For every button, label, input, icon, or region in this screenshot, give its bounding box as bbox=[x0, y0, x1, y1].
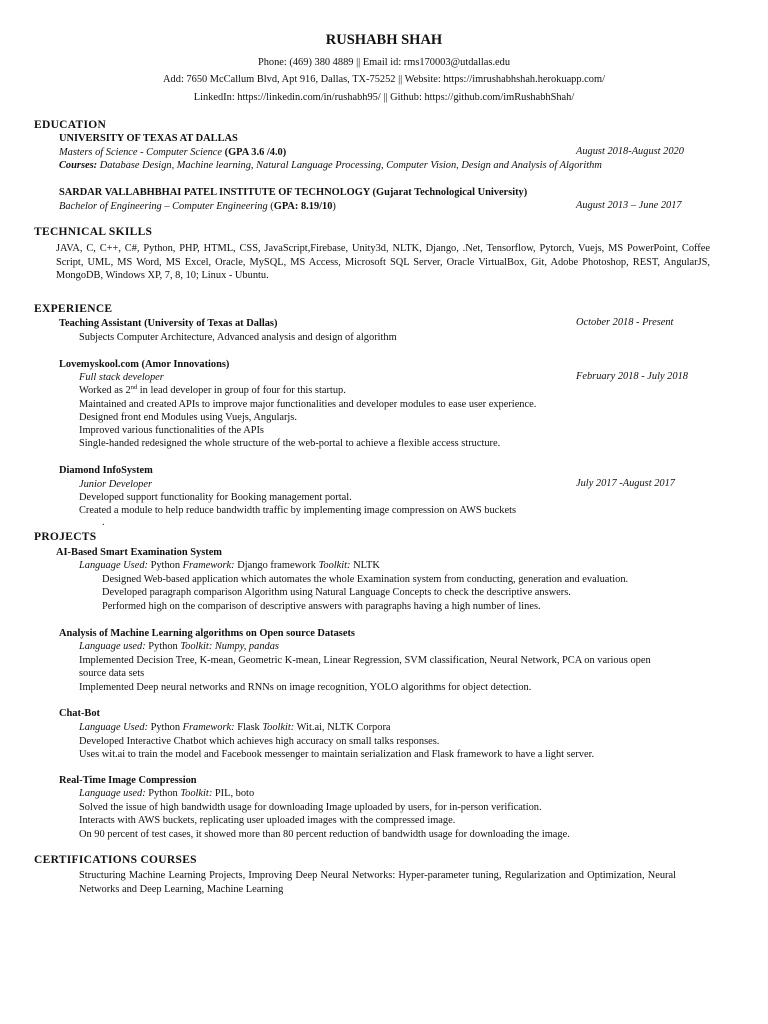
img-comp-bullet-1: Solved the issue of high bandwidth usage for downloading Image uploaded by users, for in-person verification. bbox=[79, 802, 542, 813]
chatbot-fw: Flask bbox=[234, 722, 263, 733]
contact-address-website: Add: 7650 McCallum Blvd, Apt 916, Dallas, TX-75252 || Website: https://imrushabhshah.herokuapp.com/ bbox=[163, 74, 605, 85]
diamond-stray-dot: . bbox=[102, 517, 105, 528]
certifications-list: Structuring Machine Learning Projects, Improving Deep Neural Networks: Hyper-parameter tuning, Regularization and Optimization, Neural Networks and Deep Learning, Machine Learning bbox=[79, 870, 676, 895]
svpit-degree-line bbox=[59, 200, 336, 213]
ai-exam-tk-label: Toolkit: bbox=[318, 560, 351, 571]
chatbot-lang: Python bbox=[147, 722, 183, 733]
ml-analysis-tk: Toolkit: Numpy, pandas bbox=[180, 641, 279, 652]
img-comp-lang-label: Language used: bbox=[79, 788, 146, 799]
diamond-bullet-2: Created a module to help reduce bandwidth traffic by implementing image compression on AWS buckets bbox=[79, 505, 516, 516]
svpit-gpa-close: ) bbox=[332, 201, 336, 212]
img-comp-tk: PIL, boto bbox=[212, 788, 255, 799]
ml-analysis-bullet-1b: source data sets bbox=[79, 668, 145, 679]
certifications-heading: CERTIFICATIONS COURSES bbox=[34, 854, 197, 866]
diamond-role: Junior Developer bbox=[79, 479, 152, 490]
img-comp-tech-line bbox=[79, 787, 254, 800]
svpit-gpa-open: ( bbox=[270, 201, 274, 212]
img-comp-lang: Python bbox=[145, 788, 181, 799]
lovemyskool-bullet-1 bbox=[79, 384, 346, 397]
experience-heading: EXPERIENCE bbox=[34, 303, 113, 315]
ta-description: Subjects Computer Architecture, Advanced analysis and design of algorithm bbox=[79, 332, 397, 343]
diamond-dates: July 2017 -August 2017 bbox=[576, 478, 675, 489]
img-comp-bullet-3: On 90 percent of test cases, it showed more than 80 percent reduction of bandwidth usage for downloading the image. bbox=[79, 829, 570, 840]
lovemyskool-bullet-4: Improved various functionalities of the APIs bbox=[79, 425, 264, 436]
contact-linkedin-github: LinkedIn: https://linkedin.com/in/rushabh95/ || Github: https://github.com/imRushabhShah/ bbox=[193, 92, 575, 103]
chatbot-tk: Wit.ai, NLTK Corpora bbox=[294, 722, 391, 733]
diamond-title: Diamond InfoSystem bbox=[59, 465, 153, 476]
ai-exam-bullet-2: Developed paragraph comparison Algorithm using Natural Language Concepts to check the descriptive answers. bbox=[102, 587, 571, 598]
img-comp-title: Real-Time Image Compression bbox=[59, 775, 197, 786]
ai-exam-tech-line bbox=[79, 559, 380, 572]
ai-exam-bullet-1: Designed Web-based application which automates the whole Examination system from conducting, generation and evaluation. bbox=[102, 574, 629, 585]
ml-analysis-title: Analysis of Machine Learning algorithms on Open source Datasets bbox=[59, 628, 355, 639]
utd-degree: Masters of Science - Computer Science bbox=[59, 147, 223, 158]
svpit-dates: August 2013 – June 2017 bbox=[576, 200, 682, 211]
img-comp-tk-label: Toolkit: bbox=[180, 788, 213, 799]
contact-phone-email: Phone: (469) 380 4889 || Email id: rms170003@utdallas.edu bbox=[257, 57, 511, 68]
projects-heading: PROJECTS bbox=[34, 531, 97, 543]
utd-courses-label: Courses: bbox=[59, 160, 98, 171]
utd-courses-line bbox=[59, 159, 602, 172]
ml-analysis-lang: Python bbox=[145, 641, 181, 652]
svpit-degree: Bachelor of Engineering – Computer Engineering bbox=[59, 201, 268, 212]
ai-exam-fw: Django framework bbox=[234, 560, 319, 571]
ai-exam-bullet-3: Performed high on the comparison of descriptive answers with paragraphs having a high number of lines. bbox=[102, 601, 541, 612]
ai-exam-lang: Python bbox=[147, 560, 183, 571]
utd-courses: Database Design, Machine learning, Natural Language Processing, Computer Vision, Design and Analysis of Algorithm bbox=[99, 160, 602, 171]
utd-gpa: (GPA 3.6 /4.0) bbox=[224, 147, 287, 158]
skills-heading: TECHNICAL SKILLS bbox=[34, 226, 153, 238]
svpit-school: SARDAR VALLABHBHAI PATEL INSTITUTE OF TECHNOLOGY (Gujarat Technological University) bbox=[59, 187, 528, 198]
utd-dates: August 2018-August 2020 bbox=[576, 146, 684, 157]
ml-analysis-tech-line bbox=[79, 640, 279, 653]
candidate-name: RUSHABH SHAH bbox=[325, 32, 443, 48]
lovemyskool-b1-post: in lead developer in group of four for this startup. bbox=[137, 385, 346, 396]
ai-exam-lang-label: Language Used: bbox=[79, 560, 148, 571]
chatbot-bullet-2: Uses wit.ai to train the model and Facebook messenger to maintain serialization and Flask framework to have a light server. bbox=[79, 749, 595, 760]
chatbot-tech-line bbox=[79, 721, 391, 734]
lovemyskool-b1-pre: Worked as 2 bbox=[79, 385, 131, 396]
education-heading: EDUCATION bbox=[34, 119, 107, 131]
lovemyskool-title: Lovemyskool.com (Amor Innovations) bbox=[59, 359, 230, 370]
chatbot-bullet-1: Developed Interactive Chatbot which achieves high accuracy on small talks responses. bbox=[79, 736, 440, 747]
lovemyskool-role: Full stack developer bbox=[79, 372, 164, 383]
ta-title: Teaching Assistant (University of Texas at Dallas) bbox=[59, 318, 278, 329]
lovemyskool-bullet-3: Designed front end Modules using Vuejs, Angularjs. bbox=[79, 412, 297, 423]
svpit-gpa: GPA: 8.19/10 bbox=[273, 201, 333, 212]
chatbot-title: Chat-Bot bbox=[59, 708, 100, 719]
ai-exam-tk: NLTK bbox=[350, 560, 380, 571]
utd-degree-line bbox=[59, 146, 286, 159]
ml-analysis-bullet-2: Implemented Deep neural networks and RNNs on image recognition, YOLO algorithms for object detection. bbox=[79, 682, 532, 693]
skills-list: JAVA, C, C++, C#, Python, PHP, HTML, CSS, JavaScript,Firebase, Unity3d, NLTK, Django, .Net, Tensorflow, Pytorch, Vuejs, MS PowerPoint, Coffee Script, UML, MS Word, MS Excel, Oracle, MySQL, MS Access, Microsoft SQL Server, Oracle VirtualBox, Git, Adobe Photoshop, REST, AngularJS, MongoDB, Windows XP, 7, 8, 10; Linux - Ubuntu. bbox=[56, 243, 710, 282]
lovemyskool-bullet-2: Maintained and created APIs to improve major functionalities and developer modules to ease user experience. bbox=[79, 399, 537, 410]
chatbot-fw-label: Framework: bbox=[182, 722, 235, 733]
lovemyskool-bullet-5: Single-handed redesigned the whole structure of the web-portal to achieve a flexible access structure. bbox=[79, 438, 501, 449]
ta-dates: October 2018 - Present bbox=[576, 317, 674, 328]
ai-exam-fw-label: Framework: bbox=[182, 560, 235, 571]
chatbot-tk-label: Toolkit: bbox=[262, 722, 295, 733]
chatbot-lang-label: Language Used: bbox=[79, 722, 148, 733]
ml-analysis-lang-label: Language used: bbox=[79, 641, 146, 652]
lovemyskool-dates: February 2018 - July 2018 bbox=[576, 371, 688, 382]
ai-exam-title: AI-Based Smart Examination System bbox=[56, 547, 222, 558]
utd-school: UNIVERSITY OF TEXAS AT DALLAS bbox=[59, 133, 238, 144]
diamond-bullet-1: Developed support functionality for Booking management portal. bbox=[79, 492, 352, 503]
lovemyskool-b1-sup: nd bbox=[130, 384, 138, 391]
ml-analysis-bullet-1a: Implemented Decision Tree, K-mean, Geometric K-mean, Linear Regression, SVM classification, Neural Network, PCA on various open bbox=[79, 655, 651, 666]
img-comp-bullet-2: Interacts with AWS buckets, replicating user uploaded images with the compressed image. bbox=[79, 815, 456, 826]
